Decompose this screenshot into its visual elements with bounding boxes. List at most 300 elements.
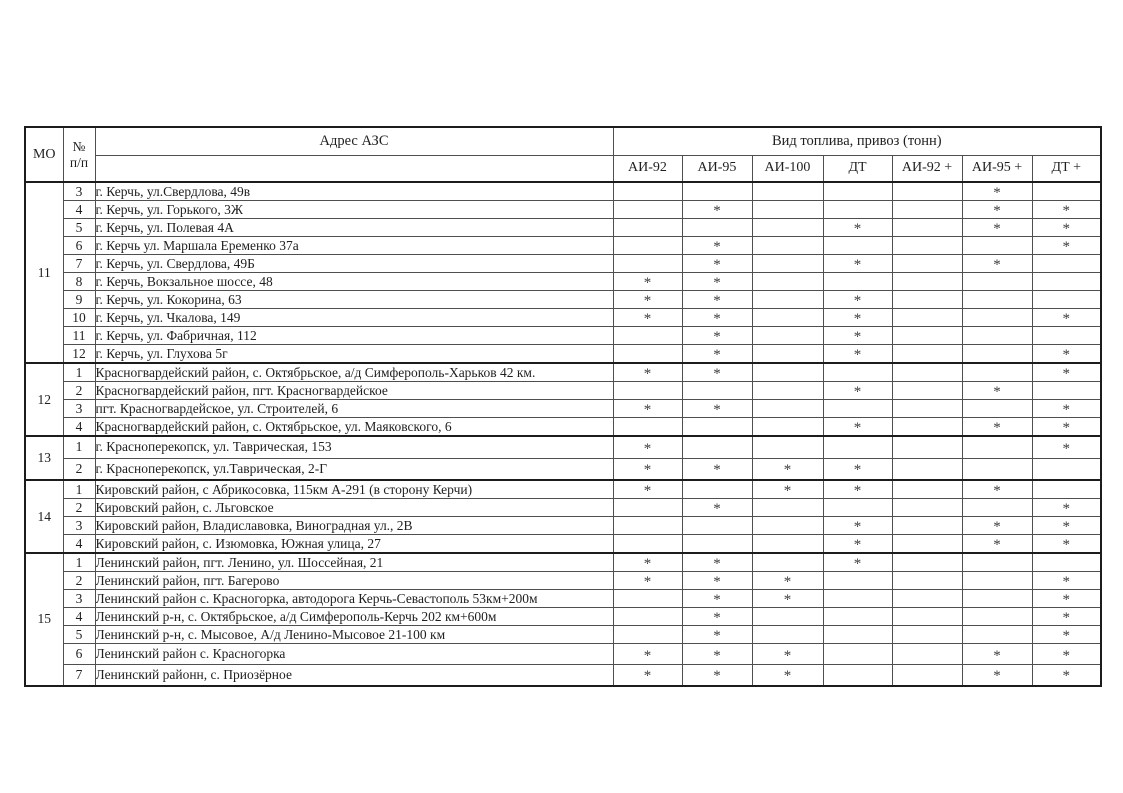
fuel-mark-cell [682, 572, 752, 590]
fuel-mark-cell [613, 219, 682, 237]
fuel-mark-cell [823, 458, 892, 480]
table-row [25, 590, 1101, 608]
fuel-mark-cell [823, 644, 892, 665]
fuel-mark-cell [892, 382, 962, 400]
fuel-group-header-cell: Вид топлива, привоз (тонн) [613, 127, 1101, 155]
fuel-mark-cell [682, 182, 752, 201]
asterisk-mark: * [1062, 574, 1071, 590]
asterisk-mark: * [643, 647, 652, 664]
address-cell: Кировский район, Владиславовка, Виноградная ул., 2В [95, 517, 613, 535]
fuel-mark-cell [682, 237, 752, 255]
fuel-mark-cell [892, 273, 962, 291]
mo-header-cell: МО [25, 127, 63, 182]
mo-cell: 14 [25, 480, 63, 553]
address-cell: Ленинский район, пгт. Багерово [95, 572, 613, 590]
fuel-mark-cell [752, 499, 823, 517]
row-number-cell: 11 [63, 327, 95, 345]
asterisk-mark: * [853, 519, 862, 535]
asterisk-mark: * [713, 610, 721, 626]
fuel-mark-cell [892, 363, 962, 382]
fuel-mark-cell [1032, 182, 1101, 201]
fuel-mark-cell [823, 608, 892, 626]
fuel-mark-cell [752, 255, 823, 273]
fuel-mark-cell [752, 665, 823, 686]
fuel-mark-cell [892, 553, 962, 572]
asterisk-mark: * [713, 311, 721, 327]
row-number-cell: 5 [63, 626, 95, 644]
fuel-mark-cell [682, 436, 752, 458]
fuel-mark-cell [682, 517, 752, 535]
row-number-cell: 3 [63, 517, 95, 535]
fuel-mark-cell [1032, 418, 1101, 437]
fuel-mark-cell [823, 535, 892, 554]
address-cell: г. Красноперекопск, ул. Таврическая, 153 [95, 436, 613, 458]
fuel-mark-cell [1032, 327, 1101, 345]
fuel-mark-cell [752, 237, 823, 255]
asterisk-mark: * [713, 628, 721, 644]
asterisk-mark: * [1062, 501, 1071, 517]
fuel-mark-cell [1032, 219, 1101, 237]
fuel-mark-cell [823, 400, 892, 418]
fuel-mark-cell [1032, 517, 1101, 535]
fuel-mark-cell [962, 480, 1032, 499]
fuel-mark-cell [752, 219, 823, 237]
fuel-mark-cell [962, 363, 1032, 382]
table-row [25, 273, 1101, 291]
row-number-cell: 1 [63, 553, 95, 572]
fuel-mark-cell [962, 237, 1032, 255]
table-row [25, 626, 1101, 644]
fuel-mark-cell [823, 327, 892, 345]
fuel-mark-cell [752, 436, 823, 458]
fuel-mark-cell [962, 608, 1032, 626]
fuel-mark-cell [682, 608, 752, 626]
asterisk-mark: * [643, 366, 652, 382]
address-cell: Кировский район, с. Льговское [95, 499, 613, 517]
row-number-cell: 2 [63, 499, 95, 517]
asterisk-mark: * [713, 668, 721, 685]
asterisk-mark: * [1062, 366, 1071, 382]
asterisk-mark: * [783, 647, 792, 664]
fuel-type-header-cell: ДТ [823, 155, 892, 182]
row-number-cell: 5 [63, 219, 95, 237]
fuel-mark-cell [892, 590, 962, 608]
asterisk-mark: * [783, 483, 792, 499]
fuel-mark-cell [892, 499, 962, 517]
fuel-mark-cell [1032, 590, 1101, 608]
fuel-mark-cell [962, 182, 1032, 201]
fuel-mark-cell [962, 255, 1032, 273]
table-row [25, 219, 1101, 237]
fuel-mark-cell [962, 644, 1032, 665]
asterisk-mark: * [853, 420, 862, 436]
row-number-cell: 4 [63, 418, 95, 437]
fuel-mark-cell [613, 400, 682, 418]
fuel-mark-cell [613, 608, 682, 626]
fuel-mark-cell [613, 291, 682, 309]
fuel-mark-cell [613, 665, 682, 686]
table-row [25, 480, 1101, 499]
fuel-mark-cell [892, 309, 962, 327]
fuel-mark-cell [892, 644, 962, 665]
fuel-mark-cell [752, 273, 823, 291]
fuel-mark-cell [823, 309, 892, 327]
fuel-mark-cell [752, 553, 823, 572]
fuel-mark-cell [823, 219, 892, 237]
asterisk-mark: * [853, 462, 862, 479]
asterisk-mark: * [853, 329, 862, 345]
fuel-mark-cell [1032, 436, 1101, 458]
fuel-mark-cell [823, 626, 892, 644]
fuel-mark-cell [962, 626, 1032, 644]
fuel-mark-cell [892, 418, 962, 437]
fuel-mark-cell [823, 553, 892, 572]
asterisk-mark: * [993, 647, 1001, 664]
asterisk-mark: * [643, 440, 652, 457]
address-cell: Ленинский р-н, с. Мысовое, А/д Ленино-Мысовое 21-100 км [95, 626, 613, 644]
fuel-mark-cell [752, 363, 823, 382]
fuel-mark-cell [962, 291, 1032, 309]
fuel-mark-cell [892, 327, 962, 345]
fuel-mark-cell [613, 436, 682, 458]
fuel-mark-cell [752, 572, 823, 590]
asterisk-mark: * [643, 462, 652, 479]
fuel-mark-cell [613, 327, 682, 345]
row-number-cell: 6 [63, 644, 95, 665]
asterisk-mark: * [1062, 402, 1071, 418]
address-cell: Кировский район, с. Изюмовка, Южная улица, 27 [95, 535, 613, 554]
asterisk-mark: * [1062, 537, 1071, 553]
fuel-mark-cell [682, 535, 752, 554]
row-number-cell: 4 [63, 608, 95, 626]
address-header-cell: Адрес АЗС [95, 127, 613, 155]
fuel-mark-cell [823, 255, 892, 273]
asterisk-mark: * [643, 311, 652, 327]
fuel-mark-cell [823, 436, 892, 458]
mo-cell: 13 [25, 436, 63, 480]
fuel-mark-cell [613, 480, 682, 499]
asterisk-mark: * [783, 462, 792, 479]
asterisk-mark: * [853, 384, 862, 400]
address-cell: Ленинский р-н, с. Октябрьское, а/д Симферополь-Керчь 202 км+600м [95, 608, 613, 626]
asterisk-mark: * [643, 668, 652, 685]
fuel-mark-cell [613, 309, 682, 327]
fuel-mark-cell [823, 499, 892, 517]
fuel-mark-cell [752, 309, 823, 327]
fuel-mark-cell [682, 458, 752, 480]
fuel-mark-cell [962, 499, 1032, 517]
row-number-cell: 12 [63, 345, 95, 364]
fuel-mark-cell [823, 273, 892, 291]
address-cell: г. Керчь, ул.Свердлова, 49в [95, 182, 613, 201]
fuel-mark-cell [892, 436, 962, 458]
fuel-mark-cell [613, 517, 682, 535]
fuel-mark-cell [823, 480, 892, 499]
fuel-mark-cell [962, 436, 1032, 458]
asterisk-mark: * [713, 592, 721, 608]
fuel-mark-cell [1032, 291, 1101, 309]
address-cell: Ленинский район, пгт. Ленино, ул. Шоссейная, 21 [95, 553, 613, 572]
table-row [25, 327, 1101, 345]
fuel-mark-cell [892, 458, 962, 480]
address-cell: Кировский район, с Абрикосовка, 115км А-291 (в сторону Керчи) [95, 480, 613, 499]
fuel-mark-cell [823, 182, 892, 201]
asterisk-mark: * [853, 293, 862, 309]
fuel-mark-cell [892, 255, 962, 273]
row-number-cell: 4 [63, 201, 95, 219]
fuel-mark-cell [682, 590, 752, 608]
asterisk-mark: * [853, 257, 862, 273]
fuel-type-header-cell: АИ-92 + [892, 155, 962, 182]
fuel-mark-cell [823, 382, 892, 400]
asterisk-mark: * [713, 239, 721, 255]
table-row [25, 363, 1101, 382]
fuel-mark-cell [752, 182, 823, 201]
fuel-mark-cell [682, 644, 752, 665]
fuel-mark-cell [1032, 480, 1101, 499]
fuel-mark-cell [962, 219, 1032, 237]
table-row [25, 182, 1101, 201]
row-number-cell: 2 [63, 458, 95, 480]
fuel-mark-cell [892, 291, 962, 309]
asterisk-mark: * [993, 668, 1001, 685]
asterisk-mark: * [713, 402, 721, 418]
row-number-cell: 2 [63, 382, 95, 400]
fuel-mark-cell [1032, 535, 1101, 554]
fuel-mark-cell [682, 499, 752, 517]
address-cell: г. Керчь, ул. Полевая 4А [95, 219, 613, 237]
fuel-mark-cell [892, 201, 962, 219]
fuel-mark-cell [1032, 499, 1101, 517]
row-number-cell: 1 [63, 480, 95, 499]
row-number-cell: 4 [63, 535, 95, 554]
fuel-mark-cell [962, 458, 1032, 480]
fuel-mark-cell [962, 201, 1032, 219]
fuel-mark-cell [752, 400, 823, 418]
fuel-mark-cell [1032, 201, 1101, 219]
fuel-mark-cell [823, 572, 892, 590]
fuel-mark-cell [962, 345, 1032, 364]
asterisk-mark: * [643, 402, 652, 418]
fuel-mark-cell [752, 418, 823, 437]
asterisk-mark: * [853, 556, 862, 572]
asterisk-mark: * [853, 483, 862, 499]
fuel-mark-cell [752, 382, 823, 400]
address-cell: г. Керчь, Вокзальное шоссе, 48 [95, 273, 613, 291]
row-number-cell: 10 [63, 309, 95, 327]
fuel-mark-cell [613, 458, 682, 480]
fuel-mark-cell [892, 345, 962, 364]
fuel-mark-cell [682, 553, 752, 572]
fuel-mark-cell [752, 480, 823, 499]
fuel-type-header-cell: АИ-100 [752, 155, 823, 182]
fuel-mark-cell [613, 644, 682, 665]
num-header-line1: № [72, 138, 86, 154]
table-row [25, 665, 1101, 686]
fuel-mark-cell [1032, 608, 1101, 626]
row-number-cell: 2 [63, 572, 95, 590]
address-cell: г. Керчь, ул. Глухова 5г [95, 345, 613, 364]
fuel-mark-cell [752, 201, 823, 219]
asterisk-mark: * [643, 556, 652, 572]
asterisk-mark: * [853, 311, 862, 327]
fuel-mark-cell [752, 590, 823, 608]
fuel-mark-cell [613, 201, 682, 219]
fuel-mark-cell [682, 273, 752, 291]
asterisk-mark: * [1062, 203, 1071, 219]
fuel-type-header-cell: ДТ + [1032, 155, 1101, 182]
fuel-mark-cell [1032, 572, 1101, 590]
address-cell: Красногвардейский район, пгт. Красногвардейское [95, 382, 613, 400]
table-row [25, 535, 1101, 554]
asterisk-mark: * [1062, 221, 1071, 237]
fuel-mark-cell [613, 418, 682, 437]
row-number-cell: 3 [63, 400, 95, 418]
fuel-mark-cell [682, 382, 752, 400]
fuel-mark-cell [892, 626, 962, 644]
address-cell: г. Керчь, ул. Свердлова, 49Б [95, 255, 613, 273]
row-number-cell: 3 [63, 182, 95, 201]
asterisk-mark: * [1062, 519, 1071, 535]
asterisk-mark: * [1062, 668, 1071, 685]
fuel-mark-cell [682, 255, 752, 273]
address-cell: Красногвардейский район, с. Октябрьское, а/д Симферополь-Харьков 42 км. [95, 363, 613, 382]
fuel-mark-cell [1032, 273, 1101, 291]
fuel-mark-cell [752, 626, 823, 644]
asterisk-mark: * [783, 574, 792, 590]
fuel-mark-cell [682, 480, 752, 499]
fuel-mark-cell [823, 345, 892, 364]
fuel-type-header-cell: АИ-95 + [962, 155, 1032, 182]
mo-cell: 12 [25, 363, 63, 436]
asterisk-mark: * [713, 556, 721, 572]
asterisk-mark: * [1062, 592, 1071, 608]
fuel-mark-cell [682, 201, 752, 219]
asterisk-mark: * [853, 221, 862, 237]
fuel-mark-cell [1032, 237, 1101, 255]
address-cell: г. Керчь, ул. Кокорина, 63 [95, 291, 613, 309]
fuel-mark-cell [752, 608, 823, 626]
asterisk-mark: * [853, 347, 862, 363]
table-row [25, 237, 1101, 255]
fuel-table [24, 126, 1102, 687]
table-row [25, 608, 1101, 626]
fuel-mark-cell [682, 291, 752, 309]
table-row [25, 382, 1101, 400]
fuel-mark-cell [823, 201, 892, 219]
asterisk-mark: * [993, 384, 1001, 400]
fuel-mark-cell [613, 553, 682, 572]
fuel-mark-cell [682, 363, 752, 382]
fuel-mark-cell [613, 572, 682, 590]
asterisk-mark: * [783, 668, 792, 685]
fuel-mark-cell [613, 345, 682, 364]
fuel-mark-cell [752, 644, 823, 665]
fuel-mark-cell [823, 665, 892, 686]
table-row [25, 418, 1101, 437]
asterisk-mark: * [993, 185, 1001, 201]
fuel-mark-cell [1032, 626, 1101, 644]
table-row [25, 345, 1101, 364]
fuel-mark-cell [752, 535, 823, 554]
fuel-mark-cell [823, 363, 892, 382]
fuel-mark-cell [613, 535, 682, 554]
fuel-mark-cell [892, 182, 962, 201]
fuel-mark-cell [682, 665, 752, 686]
asterisk-mark: * [1062, 420, 1071, 436]
asterisk-mark: * [1062, 647, 1071, 664]
asterisk-mark: * [993, 420, 1001, 436]
asterisk-mark: * [783, 592, 792, 608]
fuel-mark-cell [823, 590, 892, 608]
asterisk-mark: * [1062, 610, 1071, 626]
fuel-mark-cell [1032, 363, 1101, 382]
address-cell: пгт. Красногвардейское, ул. Строителей, 6 [95, 400, 613, 418]
fuel-mark-cell [892, 480, 962, 499]
fuel-mark-cell [962, 590, 1032, 608]
asterisk-mark: * [713, 329, 721, 345]
asterisk-mark: * [1062, 628, 1071, 644]
address-cell: Ленинский район с. Красногорка, автодорога Керчь-Севастополь 53км+200м [95, 590, 613, 608]
address-cell: Красногвардейский район, с. Октябрьское, ул. Маяковского, 6 [95, 418, 613, 437]
asterisk-mark: * [993, 519, 1001, 535]
table-row [25, 201, 1101, 219]
table-row [25, 458, 1101, 480]
fuel-mark-cell [962, 535, 1032, 554]
fuel-mark-cell [892, 535, 962, 554]
table-row [25, 436, 1101, 458]
fuel-mark-cell [962, 309, 1032, 327]
fuel-mark-cell [1032, 345, 1101, 364]
fuel-mark-cell [823, 418, 892, 437]
fuel-mark-cell [962, 572, 1032, 590]
table-row [25, 255, 1101, 273]
asterisk-mark: * [713, 501, 721, 517]
address-cell: г. Керчь, ул. Фабричная, 112 [95, 327, 613, 345]
fuel-mark-cell [682, 400, 752, 418]
fuel-mark-cell [613, 237, 682, 255]
asterisk-mark: * [713, 574, 721, 590]
asterisk-mark: * [643, 574, 652, 590]
address-cell: Ленинский район с. Красногорка [95, 644, 613, 665]
fuel-mark-cell [1032, 665, 1101, 686]
row-number-cell: 1 [63, 436, 95, 458]
fuel-mark-cell [613, 363, 682, 382]
fuel-mark-cell [1032, 255, 1101, 273]
fuel-mark-cell [962, 327, 1032, 345]
fuel-mark-cell [1032, 458, 1101, 480]
row-number-cell: 8 [63, 273, 95, 291]
fuel-mark-cell [892, 572, 962, 590]
asterisk-mark: * [853, 537, 862, 553]
num-header-line2: п/п [69, 154, 89, 170]
header-row-1 [25, 127, 1101, 155]
fuel-mark-cell [682, 626, 752, 644]
fuel-mark-cell [682, 345, 752, 364]
fuel-mark-cell [1032, 382, 1101, 400]
fuel-mark-cell [1032, 309, 1101, 327]
row-number-cell: 6 [63, 237, 95, 255]
asterisk-mark: * [643, 293, 652, 309]
fuel-mark-cell [752, 345, 823, 364]
table-row [25, 309, 1101, 327]
fuel-mark-cell [823, 237, 892, 255]
header-row-2 [25, 155, 1101, 182]
address-cell: г. Керчь, ул. Чкалова, 149 [95, 309, 613, 327]
asterisk-mark: * [713, 347, 721, 363]
fuel-mark-cell [613, 382, 682, 400]
asterisk-mark: * [713, 257, 721, 273]
